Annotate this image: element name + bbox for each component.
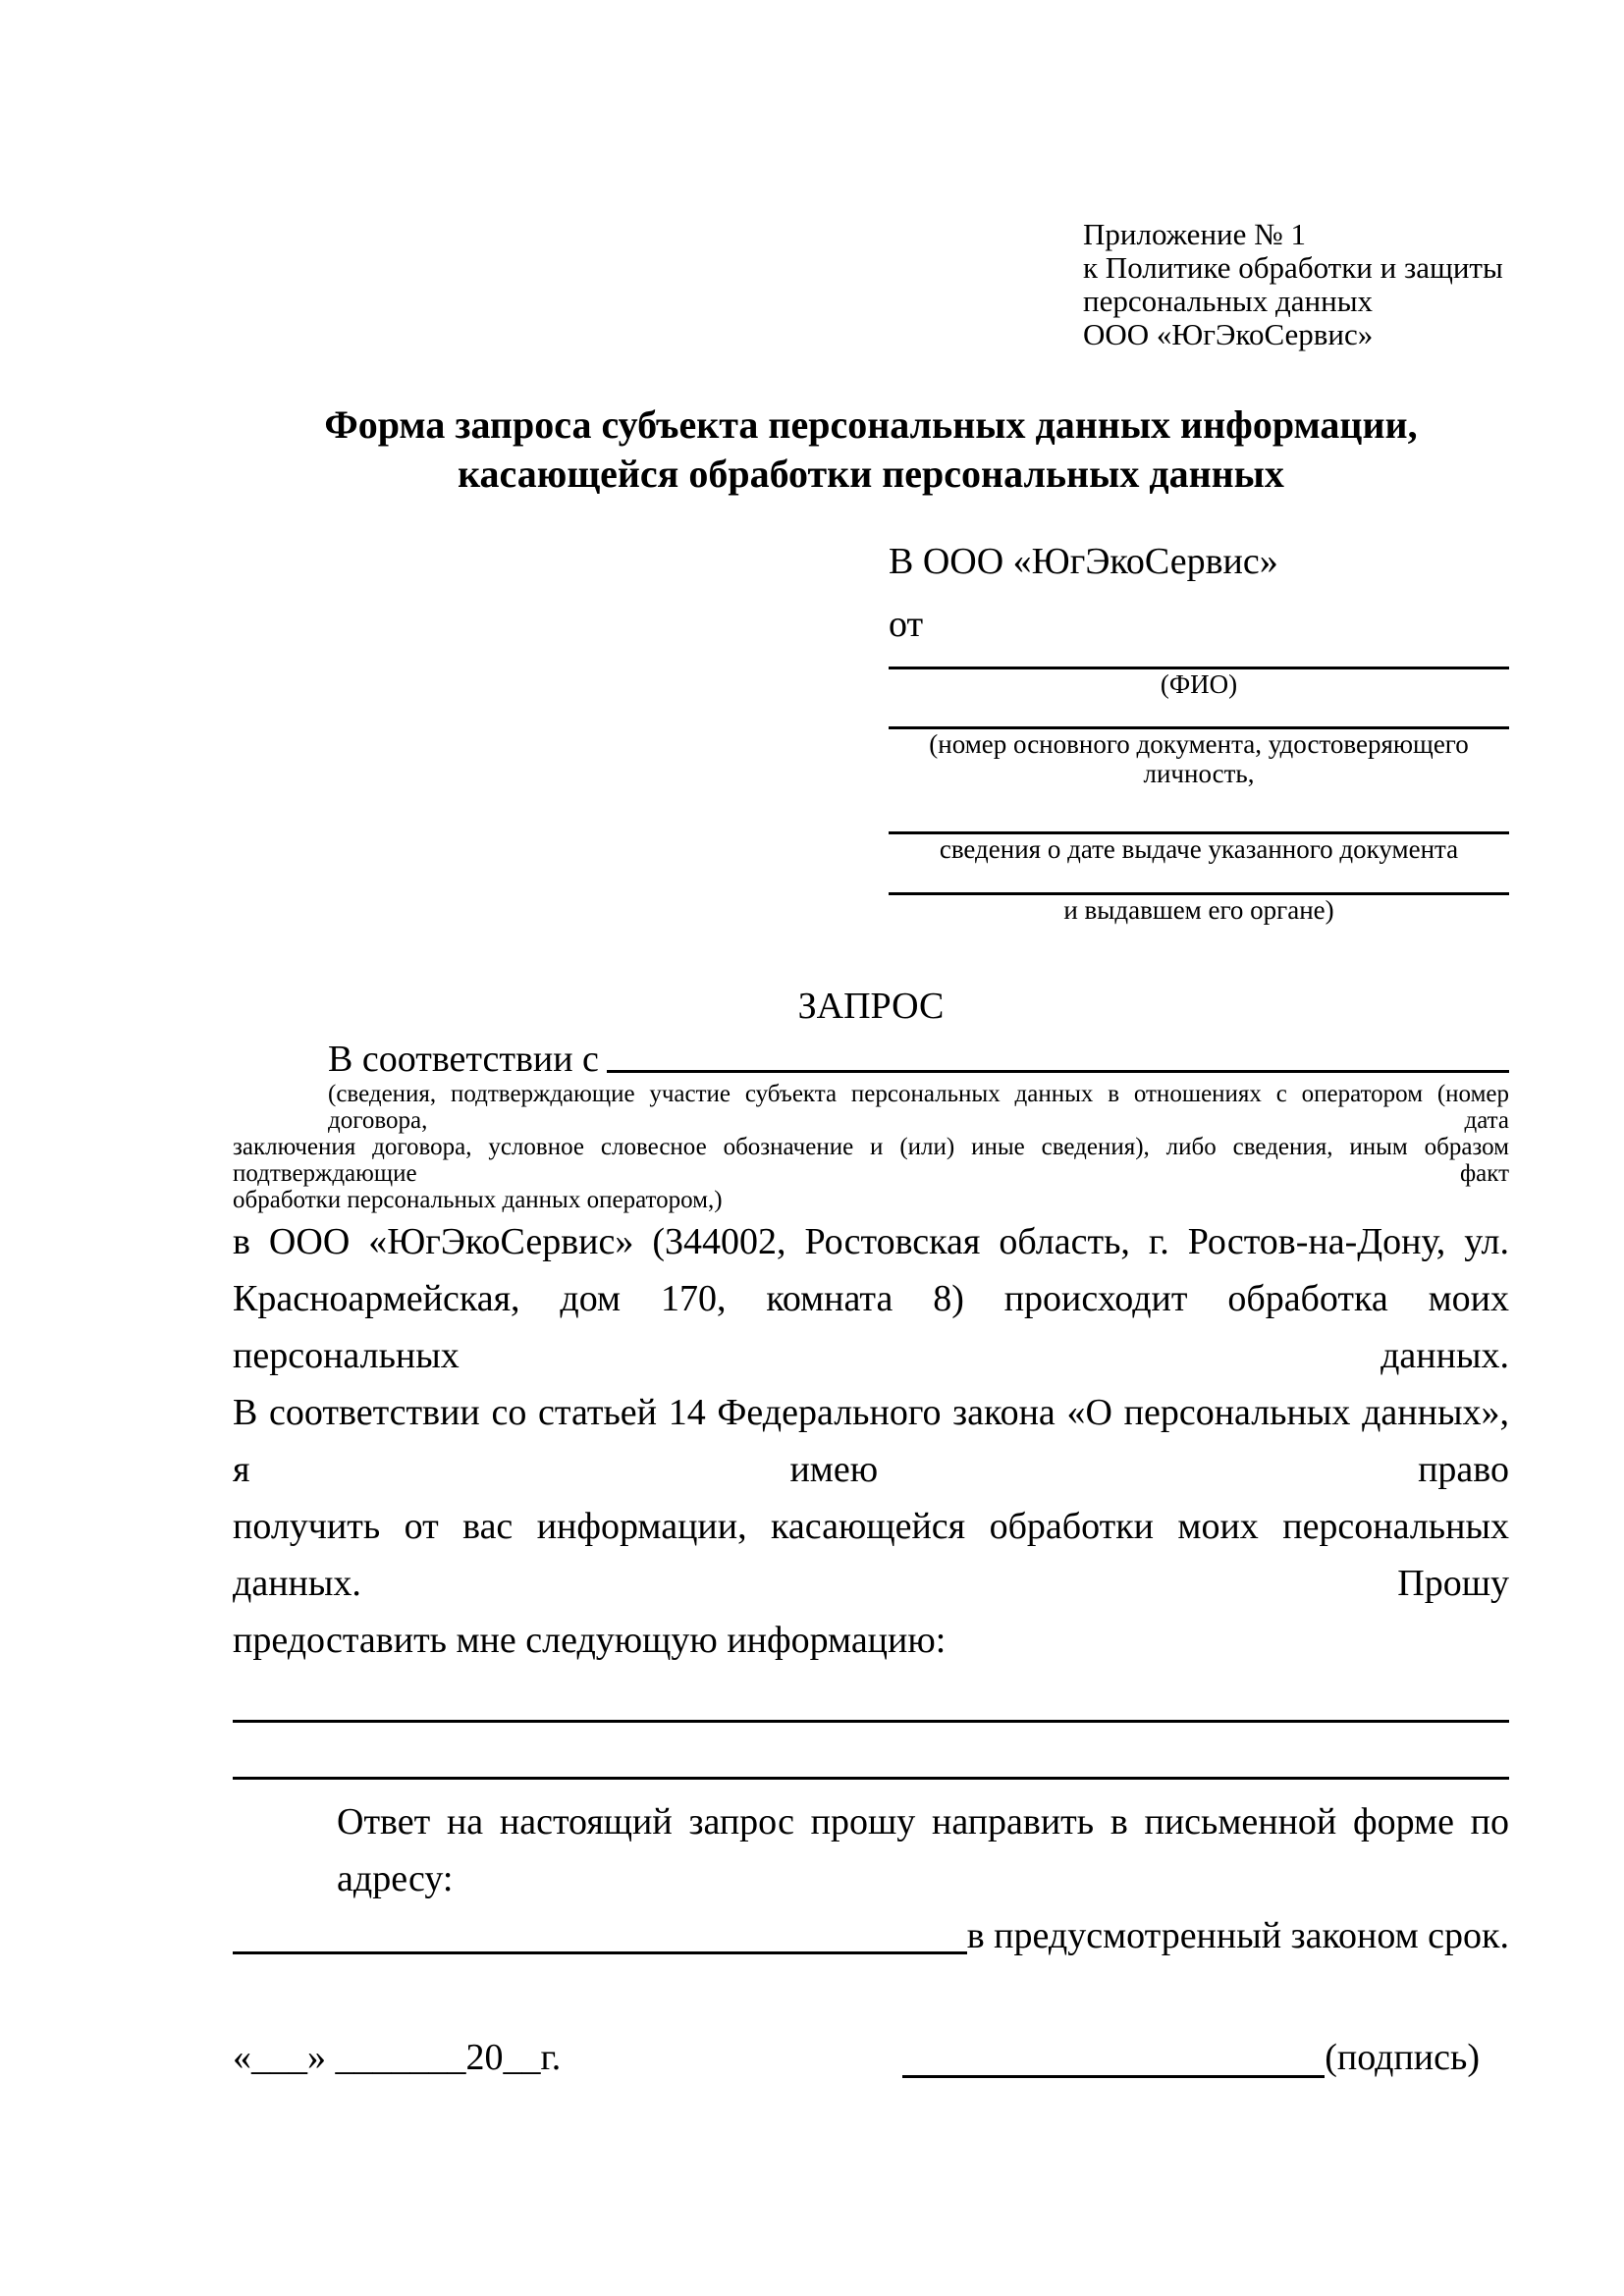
note-line-3: обработки персональных данных оператором,) (233, 1187, 723, 1213)
accordance-row (233, 1038, 1509, 1081)
body-line-1: в ООО «ЮгЭкоСервис» (344002, Ростовская область, г. Ростов-на-Дону, ул. (233, 1221, 1509, 1262)
appendix-line: персональных данных (1083, 284, 1374, 318)
signature-group (902, 2029, 1480, 2086)
info-blank-line-2 (233, 1723, 1509, 1780)
note-line-2: заключения договора, условное словесное обозначение и (или) иные сведения), либо сведения, иным образом подтверждающие факт (233, 1134, 1509, 1187)
body-line-5: предоставить мне следующую информацию: (233, 1620, 947, 1661)
body-paragraph (233, 1213, 1509, 1669)
appendix-line: Приложение № 1 (1083, 217, 1306, 251)
body-line-2: Красноармейская, дом 170, комната 8) происходит обработка моих персональных данных. (233, 1278, 1509, 1376)
doc-number-caption: (номер основного документа, удостоверяющего личность, (929, 729, 1469, 788)
appendix-block (1083, 218, 1509, 351)
title-line-1: Форма запроса субъекта персональных данных информации, (324, 402, 1418, 447)
issue-date-caption: сведения о дате выдаче указанного документа (939, 834, 1459, 864)
addressee-from: от (889, 604, 924, 645)
answer-tail: в предусмотренный законом срок. (966, 1915, 1509, 1956)
body-line-4: получить от вас информации, касающейся обработки моих персональных данных. Прошу (233, 1506, 1509, 1604)
fio-caption: (ФИО) (1160, 669, 1238, 699)
document-title (233, 400, 1509, 499)
appendix-line: к Политике обработки и защиты (1083, 250, 1503, 285)
date-field: «___» _______20__г. (233, 2037, 562, 2078)
addressee-block (889, 540, 1509, 925)
title-line-2: касающейся обработки персональных данных (458, 452, 1284, 496)
issue-date-blank-line (889, 788, 1509, 834)
signature-row (233, 2029, 1509, 2086)
answer-paragraph (233, 1793, 1509, 1964)
accordance-blank-line (607, 1070, 1509, 1073)
note-block (233, 1081, 1509, 1213)
doc-number-blank-line (889, 699, 1509, 729)
request-heading: ЗАПРОС (797, 986, 945, 1027)
note-line-1: (сведения, подтверждающие участие субъекта персональных данных в отношениях с оператором (номер договора, дата (328, 1081, 1509, 1134)
info-blank-line-1 (233, 1669, 1509, 1723)
fio-blank-line (889, 646, 1509, 669)
accordance-lead: В соответствии с (328, 1039, 599, 1080)
answer-line: Ответ на настоящий запрос прошу направить в письменной форме по адресу: (337, 1801, 1509, 1899)
body-line-3: В соответствии со статьей 14 Федерального закона «О персональных данных», я имею право (233, 1392, 1509, 1490)
answer-address-row (233, 1907, 1509, 1964)
address-blank-line (233, 1951, 967, 1954)
issuer-blank-line (889, 864, 1509, 895)
addressee-to: В ООО «ЮгЭкоСервис» (889, 541, 1278, 582)
signature-blank-line (902, 2075, 1325, 2078)
issuer-caption: и выдавшем его органе) (1063, 895, 1334, 925)
signature-caption: (подпись) (1325, 2037, 1480, 2078)
appendix-line: ООО «ЮгЭкоСервис» (1083, 317, 1374, 351)
